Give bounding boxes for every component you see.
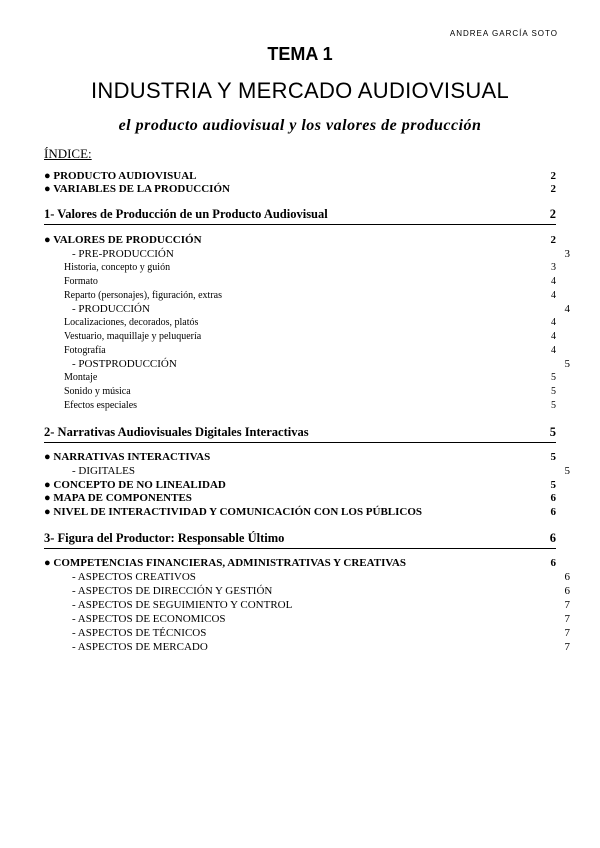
toc-entry-page: 5 [551,400,556,411]
author-name: ANDREA GARCÍA SOTO [449,29,558,38]
toc-entry-page: 3 [564,248,570,260]
toc-section-1[interactable] [44,207,556,222]
toc-entry[interactable] [44,183,556,195]
toc-entry-label: - ASPECTOS DE ECONOMICOS [72,613,226,625]
toc-entry[interactable] [58,627,570,639]
toc-entry-label: ● VALORES DE PRODUCCIÓN [44,234,202,246]
toc-entry-label: - ASPECTOS CREATIVOS [72,571,196,583]
toc-entry-page: 6 [550,506,556,518]
toc-entry-page: 4 [551,276,556,287]
toc-entry-page: 5 [564,358,570,370]
toc-entry-label: Historia, concepto y guión [64,262,171,273]
toc-entry-label: ● COMPETENCIAS FINANCIERAS, ADMINISTRATIVAS Y CREATIVAS [44,557,406,569]
toc-entry-label: - ASPECTOS DE DIRECCIÓN Y GESTIÓN [72,585,273,597]
toc-entry-page: 4 [551,317,556,328]
section-divider [44,548,556,549]
toc-entry-page: 3 [551,262,556,273]
toc-entry[interactable] [58,465,570,477]
toc-entry[interactable] [64,317,556,328]
toc-section-title: 1- Valores de Producción de un Producto Audiovisual [44,207,328,221]
toc-entry-label: - PRE-PRODUCCIÓN [72,248,174,260]
toc-entry[interactable] [44,479,556,491]
toc-entry-page: 5 [551,386,556,397]
toc-entry-page: 7 [564,599,570,611]
toc-entry-label: ● CONCEPTO DE NO LINEALIDAD [44,479,226,491]
toc-entry-label: ● NIVEL DE INTERACTIVIDAD Y COMUNICACIÓN CON LOS PÚBLICOS [44,506,423,518]
toc-entry-label: - ASPECTOS DE SEGUIMIENTO Y CONTROL [72,599,293,611]
toc-entry-label: - PRODUCCIÓN [72,303,150,315]
toc-entry[interactable] [58,585,570,597]
toc-entry-label: - ASPECTOS DE TÉCNICOS [72,627,207,639]
toc-entry-label: ● NARRATIVAS INTERACTIVAS [44,451,211,463]
toc-section-3[interactable] [44,531,556,546]
toc-entry[interactable] [44,492,556,504]
toc-entry[interactable] [58,613,570,625]
toc-entry-page: 2 [550,183,556,195]
toc-entry-label: ● VARIABLES DE LA PRODUCCIÓN [44,183,230,195]
tema-label: TEMA 1 [267,44,333,64]
toc-entry-page: 7 [564,613,570,625]
page-title: INDUSTRIA Y MERCADO AUDIOVISUAL [90,78,510,103]
toc-entry[interactable] [64,372,556,383]
toc-section-2[interactable] [44,425,556,440]
toc-entry-page: 2 [550,234,556,246]
toc-entry[interactable] [58,358,570,370]
toc-entry-label: Vestuario, maquillaje y peluquería [64,331,202,342]
toc-entry-page: 4 [551,345,556,356]
toc-entry-page: 4 [564,303,570,315]
toc-entry-page: 5 [551,372,556,383]
toc-heading: ÍNDICE: [44,146,92,161]
toc-entry[interactable] [44,234,556,246]
toc-entry[interactable] [64,290,556,301]
toc-entry-page: 7 [564,641,570,653]
toc-entry-page: 7 [564,627,570,639]
toc-entry[interactable] [64,386,556,397]
toc-entry-page: 2 [550,170,556,182]
toc-section-page: 5 [549,425,556,439]
toc-section-title: 2- Narrativas Audiovisuales Digitales Interactivas [44,425,309,439]
toc-entry[interactable] [44,170,556,182]
toc-entry-label: Localizaciones, decorados, platós [64,317,199,328]
toc-entry[interactable] [64,262,556,273]
toc-section-title: 3- Figura del Productor: Responsable Último [44,531,285,545]
toc-entry[interactable] [58,303,570,315]
toc-entry-label: - ASPECTOS DE MERCADO [72,641,208,653]
toc-entry-label: Montaje [64,372,98,383]
toc-entry-page: 6 [564,585,570,597]
toc-entry[interactable] [64,400,556,411]
toc-entry[interactable] [64,331,556,342]
toc-entry[interactable] [44,506,556,518]
toc-entry-page: 6 [550,557,556,569]
toc-entry[interactable] [64,345,556,356]
section-divider [44,442,556,443]
toc-entry-page: 6 [564,571,570,583]
toc-entry[interactable] [58,248,570,260]
toc-entry-page: 4 [551,331,556,342]
toc-entry-label: - POSTPRODUCCIÓN [72,358,177,370]
toc-entry-label: Formato [64,276,98,287]
section-divider [44,224,556,225]
toc-entry-page: 6 [550,492,556,504]
toc-section-page: 2 [549,207,556,221]
toc-entry[interactable] [58,641,570,653]
toc-entry-label: Fotografía [64,345,106,356]
toc-entry-label: Reparto (personajes), figuración, extras [64,290,222,301]
toc-entry-page: 5 [550,451,556,463]
toc-entry[interactable] [64,276,556,287]
page-subtitle: el producto audiovisual y los valores de producción [118,117,482,134]
toc-section-page: 6 [549,531,556,545]
toc-entry[interactable] [58,571,570,583]
toc-entry-page: 5 [550,479,556,491]
toc-entry-label: ● MAPA DE COMPONENTES [44,492,192,504]
toc-entry-page: 5 [564,465,570,477]
toc-entry-label: - DIGITALES [72,465,135,477]
toc-entry[interactable] [44,557,556,569]
toc-entry-label: Efectos especiales [64,400,138,411]
toc-entry-page: 4 [551,290,556,301]
toc-entry-label: Sonido y música [64,386,131,397]
toc-entry-label: ● PRODUCTO AUDIOVISUAL [44,170,197,182]
toc-entry[interactable] [58,599,570,611]
toc-entry[interactable] [44,451,556,463]
